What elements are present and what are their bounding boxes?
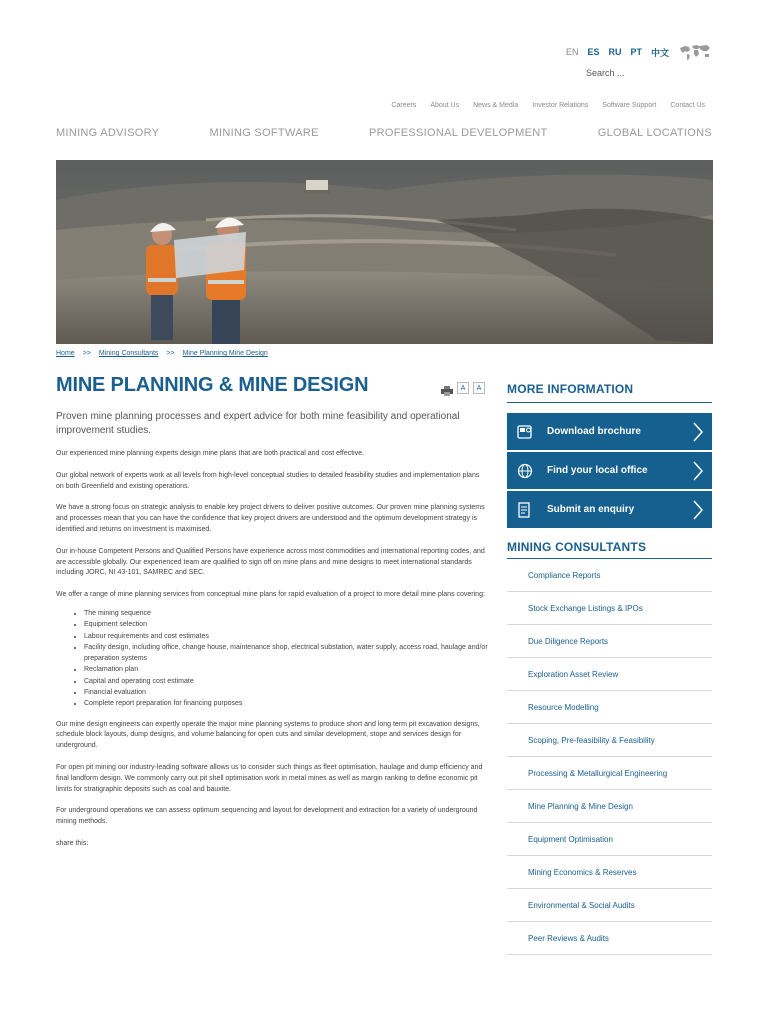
consultants-link-resource-modelling[interactable]: Resource Modelling (507, 691, 712, 724)
chevron-right-icon (691, 499, 705, 521)
list-item: • Financial evaluation (84, 687, 488, 698)
nav-global-locations[interactable]: GLOBAL LOCATIONS (597, 127, 712, 139)
mining-consultants-heading: MINING CONSULTANTS (507, 540, 647, 554)
util-link-software-support[interactable]: Software Support (602, 102, 657, 109)
consultants-link-stock-exchange[interactable]: Stock Exchange Listings & IPOs (507, 592, 712, 625)
util-link-investors[interactable]: Investor Relations (532, 102, 589, 109)
util-link-contact[interactable]: Contact Us (670, 102, 705, 109)
consultants-list (507, 559, 712, 955)
breadcrumb-mining-consultants[interactable]: Mining Consultants (98, 350, 159, 357)
breadcrumb-separator: >> (82, 350, 91, 357)
cta-label: Download brochure (547, 426, 641, 437)
share-label: share this: (56, 840, 89, 848)
body-paragraph: We have a strong focus on strategic analysis to enable key project drivers to deliver positive outcomes. Our proven mine planning systems and processes mean that you can have the confidence that key project drivers are understood and the optimum development strategy is identified and returns on investment is maximised. (56, 504, 485, 533)
lang-es[interactable]: ES (587, 47, 600, 57)
body-paragraph: For underground operations we can assess optimum sequencing and layout for development and extraction for a variety of underground mining methods. (56, 807, 478, 826)
body-paragraph: Our mine design engineers can expertly operate the major mine planning systems to produce short and long term pit excavation designs, schedule block layouts, dump designs, and volume balancing for open cuts and similar development, stope and services design for underground. (56, 720, 480, 750)
body-paragraph: We offer a range of mine planning services from conceptual mine plans for rapid evaluation of a project to more detail mine plans covering: (56, 591, 485, 599)
breadcrumb (56, 350, 268, 357)
body-paragraph: For open pit mining our industry-leading software allows us to consider such things as fleet optimisation, haulage and dump efficiency and final landform design. We commonly carry out pit shell optimisation work in metal mines as well as margin ranking to define economic pit limits for stratigraphic deposits such as coal and bauxite. (56, 764, 483, 793)
consultants-link-environmental-audits[interactable]: Environmental & Social Audits (507, 889, 712, 922)
font-increase-button[interactable]: A (473, 382, 485, 394)
lang-ru[interactable]: RU (608, 47, 622, 57)
body-paragraph: Our experienced mine planning experts design mine plans that are both practical and cost effective. (56, 450, 365, 457)
consultants-link-processing[interactable]: Processing & Metallurgical Engineering (507, 757, 712, 790)
breadcrumb-home[interactable]: Home (56, 350, 75, 357)
chevron-right-icon (691, 421, 705, 443)
list-item: • Reclamation plan (84, 664, 488, 675)
consultants-link-due-diligence[interactable]: Due Diligence Reports (507, 625, 712, 658)
page-title: MINE PLANNING & MINE DESIGN (56, 374, 369, 396)
consultants-link-mine-planning[interactable]: Mine Planning & Mine Design (507, 790, 712, 823)
breadcrumb-current[interactable]: Mine Planning Mine Design (182, 350, 268, 357)
consultants-link-exploration-asset[interactable]: Exploration Asset Review (507, 658, 712, 691)
lang-en[interactable]: EN (565, 47, 579, 57)
language-selector (566, 43, 712, 61)
find-local-office-button[interactable] (507, 452, 712, 489)
cta-label: Submit an enquiry (547, 504, 635, 515)
lang-zh[interactable]: 中文 (650, 47, 669, 58)
consultants-link-peer-reviews[interactable]: Peer Reviews & Audits (507, 922, 712, 955)
main-nav (56, 127, 712, 139)
services-list (56, 608, 488, 710)
list-item: • Complete report preparation for financing purposes (84, 698, 488, 709)
body-paragraph: Our in-house Competent Persons and Qualified Persons have experience across most commodities and international reporting codes, and are accessible globally. Our experienced team are qualified to sign off on mine plans and mine designs to meet international standards including JORC, NI 43-101, SAMREC and SEC. (56, 547, 485, 577)
nav-mining-software[interactable]: MINING SOFTWARE (209, 127, 319, 139)
world-map-icon[interactable] (678, 43, 712, 61)
list-item: • Labour requirements and cost estimates (84, 631, 488, 642)
utility-nav (391, 102, 705, 109)
consultants-link-mining-economics[interactable]: Mining Economics & Reserves (507, 856, 712, 889)
util-link-careers[interactable]: Careers (391, 102, 417, 109)
lang-pt[interactable]: PT (630, 47, 642, 57)
submit-enquiry-button[interactable] (507, 491, 712, 528)
body-paragraph: Our global network of experts work at all levels from high-level conceptual studies to detailed feasibility studies and implementation plans on both Greenfield and existing operations. (56, 471, 480, 490)
hero-image (56, 160, 713, 344)
font-decrease-button[interactable]: A (457, 382, 469, 394)
util-link-news[interactable]: News & Media (473, 102, 519, 109)
list-item: • The mining sequence (84, 608, 488, 619)
consultants-link-scoping-feasibility[interactable]: Scoping, Pre-feasibility & Feasibility (507, 724, 712, 757)
brochure-icon (516, 423, 534, 441)
globe-icon (516, 462, 534, 480)
print-icon[interactable] (441, 383, 453, 393)
consultants-link-equipment-optimisation[interactable]: Equipment Optimisation (507, 823, 712, 856)
divider (507, 402, 712, 403)
main-content (56, 410, 488, 861)
list-item: • Capital and operating cost estimate (84, 676, 488, 687)
nav-professional-development[interactable]: PROFESSIONAL DEVELOPMENT (368, 127, 548, 139)
chevron-right-icon (691, 460, 705, 482)
lead-paragraph: Proven mine planning processes and expert advice for both mine feasibility and operational improvement studies. (56, 411, 460, 436)
list-item: • Facility design, including office, change house, maintenance shop, electrical substation, water supply, access road, haulage and/or preparation systems (84, 642, 488, 665)
breadcrumb-separator: >> (166, 350, 175, 357)
enquiry-icon (516, 501, 534, 519)
list-item: • Equipment selection (84, 619, 488, 630)
cta-label: Find your local office (547, 465, 648, 476)
nav-mining-advisory[interactable]: MINING ADVISORY (56, 127, 160, 139)
consultants-link-compliance-reports[interactable]: Compliance Reports (507, 559, 712, 592)
more-information-heading: MORE INFORMATION (507, 382, 634, 396)
search-input[interactable]: Search ... (586, 68, 625, 78)
util-link-about[interactable]: About Us (430, 102, 460, 109)
download-brochure-button[interactable] (507, 413, 712, 450)
page-tools (441, 382, 485, 394)
